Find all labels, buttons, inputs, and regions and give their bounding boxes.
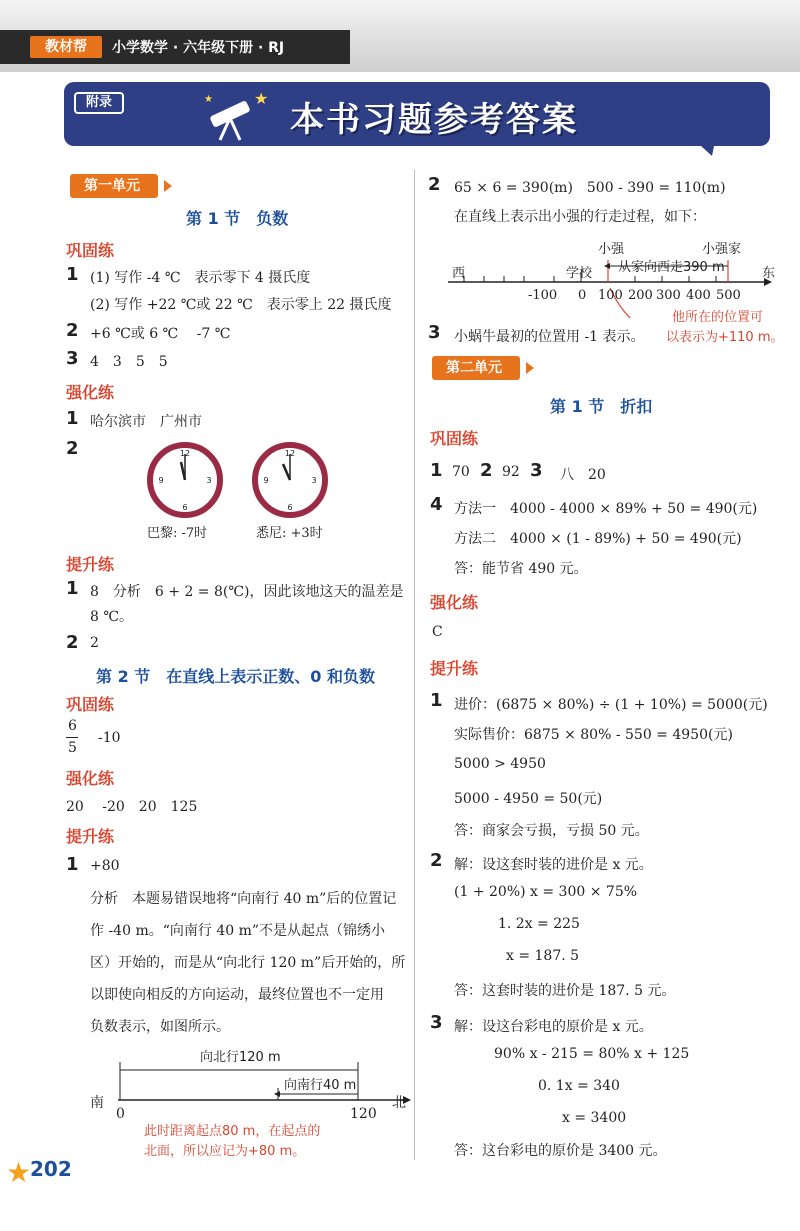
q-number: 4 [430,494,443,515]
svg-text:6: 6 [182,503,188,512]
q-number: 3 [430,1012,443,1033]
answer-text: 答：这套时装的进价是 187. 5 元。 [454,983,676,999]
north-label: 向北行120 m [200,1050,281,1065]
nl-tick: 0 [578,288,587,303]
fraction-denominator: 5 [68,740,77,756]
svg-text:6: 6 [287,503,293,512]
appendix-tag: 附录 [74,92,124,114]
svg-text:12: 12 [179,449,191,458]
svg-text:3: 3 [311,476,317,485]
q-number: 1 [430,690,443,711]
q-number: 2 [430,850,443,871]
section-negatives-title: 第 1 节 负数 [186,209,289,228]
q-number: 1 [66,578,79,599]
answer-text: 2 [90,635,99,651]
unit2-tag: 第二单元 [432,356,520,380]
answer-text: (1) 写作 -4 ℃ 表示零下 4 摄氏度 [90,270,311,286]
diagram-note: 此时距离起点80 m，在起点的 [144,1124,321,1139]
q-number: 3 [530,460,543,481]
answer-text: x = 3400 [562,1110,627,1126]
answer-text: 0. 1x = 340 [538,1078,620,1094]
answer-text: 92 [502,464,520,480]
answer-text: 解：设这套时装的进价是 x 元。 [454,857,653,873]
q-number: 1 [66,264,79,285]
svg-text:12: 12 [284,449,296,458]
q-number: 1 [430,460,443,481]
q-number: 2 [66,320,79,341]
nl-tick: 100 [598,288,623,303]
answer-text: 65 × 6 = 390(m) 500 - 390 = 110(m) [454,180,726,196]
analysis-line: 区）开始的，而是从“向北行 120 m”后开始的，所 [90,955,406,971]
tick-label: 0 [116,1106,125,1122]
answer-text: 进价：(6875 × 80%) ÷ (1 + 10%) = 5000(元) [454,697,768,713]
south-label: 向南行40 m [284,1078,357,1093]
svg-text:3: 3 [206,476,212,485]
nl-tick: 400 [686,288,711,303]
nl-tick: 500 [716,288,741,303]
brand-badge: 教材帮 [30,36,102,58]
section-discount-title: 第 1 节 折扣 [550,397,653,416]
answer-text: 8 分析 6 + 2 = 8(℃)，因此该地这天的温差是 [90,584,404,600]
answer-text: 70 [452,464,470,480]
clock-paris-icon [145,440,225,520]
nl-tick: 200 [628,288,653,303]
analysis-line: 以即使向相反的方向运动，最终位置也不一定用 [90,987,384,1003]
answer-text: -10 [98,730,121,746]
answer-text: 答：商家会亏损，亏损 50 元。 [454,823,649,839]
answer-text: x = 187. 5 [506,948,580,964]
svg-text:★: ★ [254,89,269,108]
gonggu-heading: 巩固练 [66,695,115,714]
answer-text: (2) 写作 +22 ℃或 22 ℃ 表示零上 22 摄氏度 [90,297,392,313]
nl-tick: -100 [528,288,558,303]
answer-text: 1. 2x = 225 [498,916,580,932]
answer-text: 答：能节省 490 元。 [454,561,588,577]
tisheng-heading: 提升练 [66,555,115,574]
q-number: 2 [428,174,441,195]
answer-text: 实际售价：6875 × 80% - 550 = 4950(元) [454,727,733,743]
label-west: 西 [452,266,466,281]
label-east: 东 [762,266,776,281]
answer-text: 4 3 5 5 [90,354,168,370]
svg-text:★: ★ [6,1156,32,1189]
q-number: 3 [66,348,79,369]
answer-text: 8 ℃。 [90,609,134,625]
answer-text: 答：这台彩电的原价是 3400 元。 [454,1143,667,1159]
banner-tail [690,136,716,156]
tisheng-heading: 提升练 [66,827,115,846]
answer-text: 方法二 4000 × (1 - 89%) + 50 = 490(元) [454,531,742,547]
answer-text: 方法一 4000 - 4000 × 89% + 50 = 490(元) [454,501,758,517]
label-school: 学校 [566,266,593,281]
clock-label: 巴黎: -7时 [147,526,208,541]
direction-south: 南 [90,1095,104,1111]
answer-text: 八 20 [560,467,606,483]
unit1-tag: 第一单元 [70,174,158,198]
gonggu-heading: 巩固练 [430,429,479,448]
book-title: 小学数学 · 六年级下册 · RJ [112,40,285,56]
svg-text:9: 9 [158,476,164,485]
telescope-icon [200,86,270,142]
q-number: 2 [480,460,493,481]
clock-label: 悉尼: +3时 [256,526,323,541]
answer-text: +80 [90,858,120,874]
label-home: 小强家 [702,242,742,257]
answer-text: 在直线上表示出小强的行走过程，如下： [454,209,706,225]
answer-text: 5000 - 4950 = 50(元) [454,791,603,807]
answer-text: 解：设这台彩电的原价是 x 元。 [454,1019,653,1035]
qianghua-heading: 强化练 [66,769,115,788]
nl-note: 他所在的位置可 [672,310,764,325]
answer-text: +6 ℃或 6 ℃ -7 ℃ [90,326,231,342]
answer-text: 20 -20 20 125 [66,799,198,815]
q-number: 2 [66,632,79,653]
page-number: 202 [30,1157,72,1181]
analysis-line: 分析 本题易错误地将“向南行 40 m”后的位置记 [90,891,397,907]
diagram-note: 北面，所以应记为+80 m。 [144,1144,306,1159]
label-xiaoqiang: 小强 [598,242,625,257]
answer-text: C [432,624,443,640]
qianghua-heading: 强化练 [430,593,479,612]
answer-text: (1 + 20%) x = 300 × 75% [454,884,638,900]
nl-tick: 300 [656,288,681,303]
q-number: 3 [428,322,441,343]
q-number: 1 [66,854,79,875]
answer-text: 哈尔滨市 广州市 [90,414,202,430]
direction-north: 北 [392,1095,406,1111]
analysis-line: 负数表示，如图所示。 [90,1019,230,1035]
svg-text:★: ★ [204,94,213,105]
section-number-line-title: 第 2 节 在直线上表示正数、0 和负数 [96,667,375,686]
tisheng-heading: 提升练 [430,659,479,678]
column-divider [414,170,415,1160]
nl-note: 以表示为+110 m。 [666,330,784,345]
answer-text: 小蜗牛最初的位置用 -1 表示。 [454,329,645,345]
tick-label: 120 [350,1106,377,1122]
fraction-numerator: 6 [68,718,77,734]
answer-text: 5000 > 4950 [454,756,546,772]
svg-text:9: 9 [263,476,269,485]
answer-text: 90% x - 215 = 80% x + 125 [494,1046,690,1062]
qianghua-heading: 强化练 [66,383,115,402]
gonggu-heading: 巩固练 [66,241,115,260]
fraction-bar [66,737,78,738]
label-walk: 从家向西走390 m [618,260,725,275]
clock-sydney-icon [250,440,330,520]
analysis-line: 作 -40 m。“向南行 40 m”不是从起点（锦绣小 [90,923,386,939]
q-number: 2 [66,438,79,459]
page-title: 本书习题参考答案 [290,100,578,140]
q-number: 1 [66,408,79,429]
